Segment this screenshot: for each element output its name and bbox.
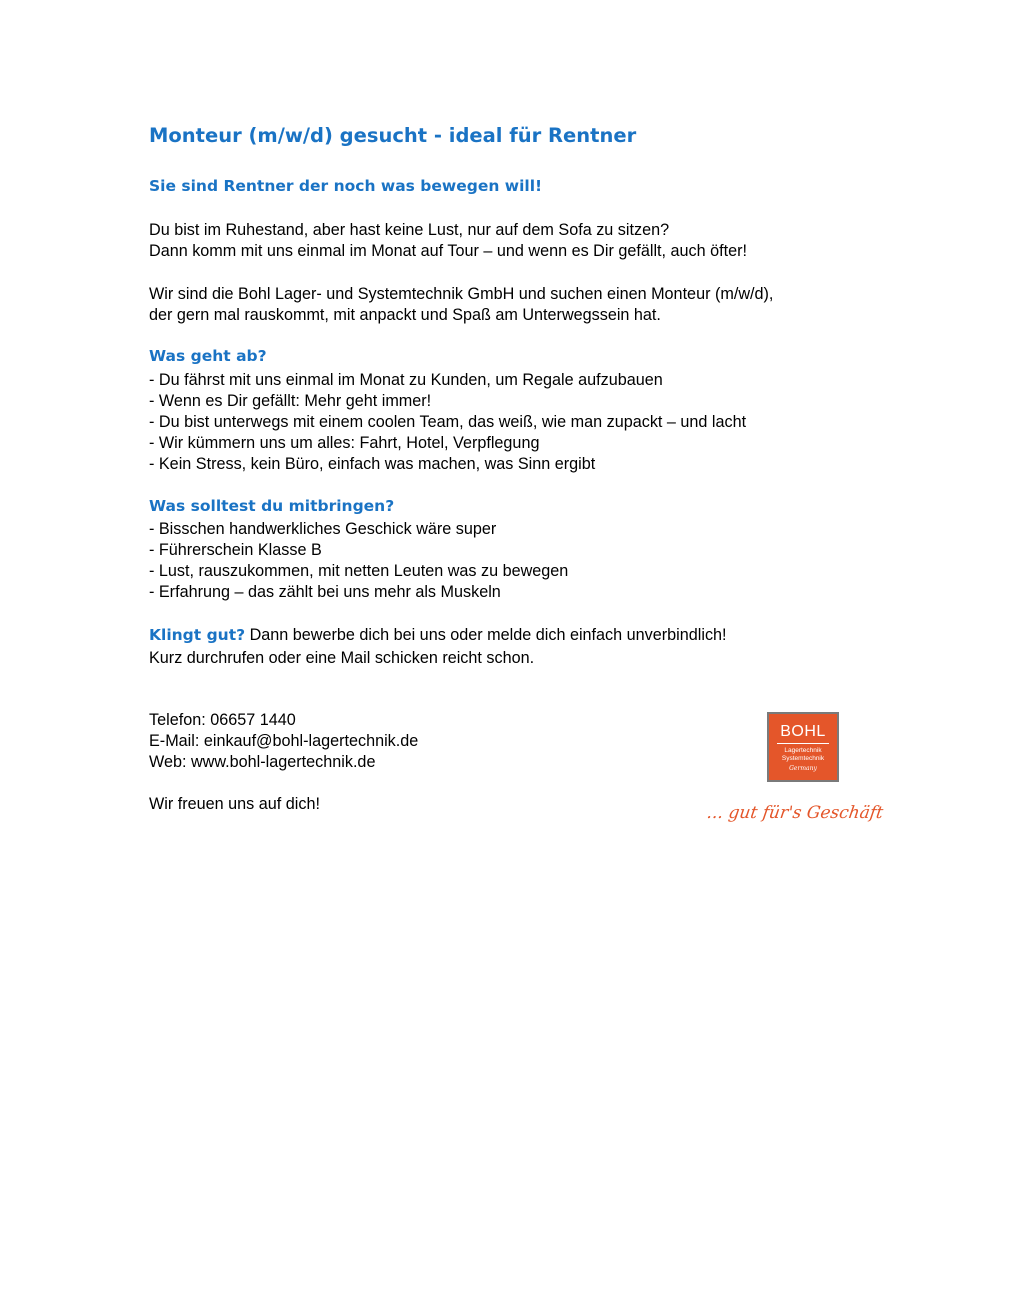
company-line-2: der gern mal rauskommt, mit anpackt und Spaß am Unterwegssein hat.	[149, 306, 661, 324]
cta-line-1-text: Dann bewerbe dich bei uns oder melde dich einfach unverbindlich!	[245, 626, 727, 644]
list-item: - Wenn es Dir gefällt: Mehr geht immer!	[149, 392, 432, 410]
requirements-list	[149, 519, 568, 603]
intro-line-1: Du bist im Ruhestand, aber hast keine Lust, nur auf dem Sofa zu sitzen?	[149, 221, 670, 239]
list-item: - Du bist unterwegs mit einem coolen Team, das weiß, wie man zupackt – und lacht	[149, 413, 747, 431]
intro-line-2: Dann komm mit uns einmal im Monat auf Tour – und wenn es Dir gefällt, auch öfter!	[149, 242, 748, 260]
cta-lead: Klingt gut?	[149, 626, 246, 644]
logo-subtitle-2: Systemtechnik	[781, 754, 825, 762]
logo-subtitle-1: Lagertechnik	[784, 747, 822, 754]
bohl-logo	[767, 712, 839, 782]
cta-line-1	[149, 625, 727, 646]
list-item: - Lust, rauszukommen, mit netten Leuten was zu bewegen	[149, 562, 569, 580]
contact-web[interactable]: Web: www.bohl-lagertechnik.de	[149, 753, 376, 771]
logo-name: BOHL	[780, 723, 826, 740]
contact-block	[149, 710, 418, 773]
contact-phone: Telefon: 06657 1440	[149, 711, 296, 729]
call-to-action	[149, 625, 727, 669]
list-item: - Wir kümmern uns um alles: Fahrt, Hotel, Verpflegung	[149, 434, 540, 452]
company-paragraph	[149, 284, 773, 326]
slogan: ... gut für's Geschäft	[705, 803, 885, 823]
list-item: - Kein Stress, kein Büro, einfach was machen, was Sinn ergibt	[149, 455, 596, 473]
page-title: Monteur (m/w/d) gesucht - ideal für Rentner	[149, 124, 637, 147]
company-line-1: Wir sind die Bohl Lager- und Systemtechnik GmbH und suchen einen Monteur (m/w/d),	[149, 285, 774, 303]
cta-line-2: Kurz durchrufen oder eine Mail schicken reicht schon.	[149, 649, 535, 667]
section-heading-requirements: Was solltest du mitbringen?	[149, 497, 395, 515]
tasks-list	[149, 370, 746, 475]
logo-germany: Germany	[789, 765, 817, 772]
list-item: - Erfahrung – das zählt bei uns mehr als Muskeln	[149, 583, 501, 601]
logo-divider	[777, 743, 829, 744]
list-item: - Führerschein Klasse B	[149, 541, 322, 559]
list-item: - Du fährst mit uns einmal im Monat zu Kunden, um Regale aufzubauen	[149, 371, 663, 389]
intro-paragraph	[149, 220, 747, 262]
subtitle: Sie sind Rentner der noch was bewegen will!	[149, 177, 543, 195]
list-item: - Bisschen handwerkliches Geschick wäre super	[149, 520, 497, 538]
section-heading-tasks: Was geht ab?	[149, 347, 267, 365]
closing-text: Wir freuen uns auf dich!	[149, 795, 320, 813]
contact-email[interactable]: E-Mail: einkauf@bohl-lagertechnik.de	[149, 732, 419, 750]
